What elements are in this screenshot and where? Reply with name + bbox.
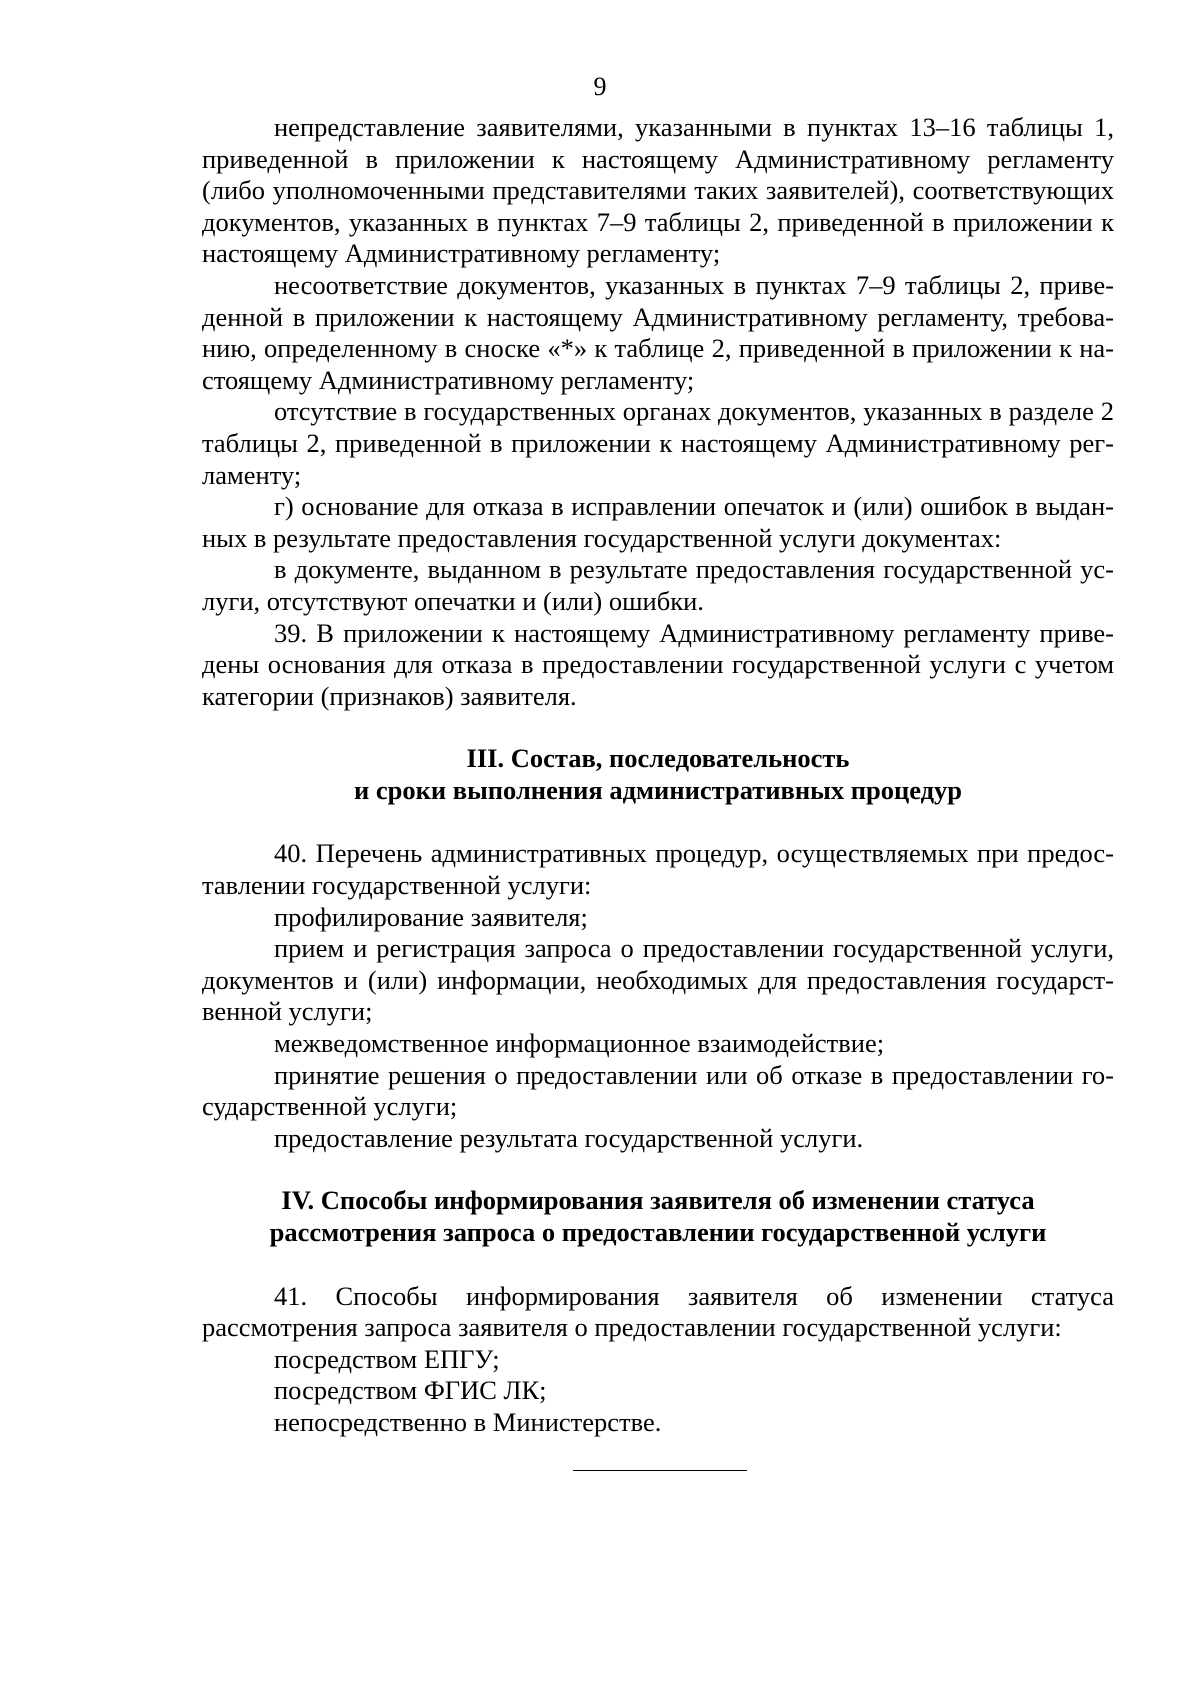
paragraph: непредставление заявителями, указанными в пунктах 13–16 таблицы 1, приведенной в приложении к настоящему Административному регламенту (либо уполномоченными представителями таких заявителей), соответствующих документов, указанных в пунктах 7–9 таблицы 2, приведенной в приложении к настоящему Административному регламенту;	[202, 112, 1114, 269]
end-of-document-rule	[573, 1470, 747, 1471]
section-heading-line: и сроки выполнения административных процедур	[353, 774, 963, 805]
paragraph: посредством ФГИС ЛК;	[274, 1375, 547, 1406]
paragraph: принятие решения о предоставлении или об отказе в предоставлении государственной услуги;	[202, 1059, 1114, 1122]
section-heading-line: рассмотрения запроса о предоставлении государственной услуги	[269, 1217, 1047, 1247]
paragraph: непосредственно в Министерстве.	[274, 1406, 662, 1437]
paragraph: прием и регистрация запроса о предоставлении государственной услуги, документов и (или) информации, необходимых для предоставления государственной услуги;	[202, 933, 1114, 1027]
document-body	[202, 112, 1114, 1439]
section-heading-4	[202, 1185, 1114, 1248]
paragraph: несоответствие документов, указанных в пунктах 7–9 таблицы 2, приведенной в приложении к настоящему Административному регламенту, требованию, определенному в сноске «*» к таблице 2, приведенной в приложении к настоящему Административному регламенту;	[202, 269, 1114, 395]
paragraph: предоставление результата государственной услуги.	[274, 1122, 864, 1153]
section-heading-line: IV. Способы информирования заявителя об изменении статуса	[281, 1185, 1035, 1216]
paragraph: в документе, выданном в результате предоставления государственной услуги, отсутствуют опечатки и (или) ошибки.	[202, 554, 1114, 616]
section-heading-line: III. Состав, последовательность	[466, 743, 850, 774]
paragraph: отсутствие в государственных органах документов, указанных в разделе 2 таблицы 2, приведенной в приложении к настоящему Административному регламенту;	[202, 396, 1114, 490]
page-number: 9	[593, 72, 607, 101]
paragraph: 39. В приложении к настоящему Административному регламенту приведены основания для отказа в предоставлении государственной услуги с учетом категории (признаков) заявителя.	[202, 617, 1114, 711]
paragraph: межведомственное информационное взаимодействие;	[274, 1028, 885, 1059]
paragraph: 40. Перечень административных процедур, осуществляемых при предоставлении государственной услуги:	[202, 838, 1114, 901]
paragraph: посредством ЕПГУ;	[274, 1343, 500, 1374]
section-heading-3	[202, 743, 1114, 806]
paragraph: 41. Способы информирования заявителя об изменении статуса рассмотрения запроса заявителя о предоставлении государственной услуги:	[202, 1280, 1114, 1343]
paragraph: профилирование заявителя;	[274, 901, 588, 932]
paragraph: г) основание для отказа в исправлении опечаток и (или) ошибок в выданных в результате предоставления государственной услуги документах:	[202, 491, 1114, 553]
